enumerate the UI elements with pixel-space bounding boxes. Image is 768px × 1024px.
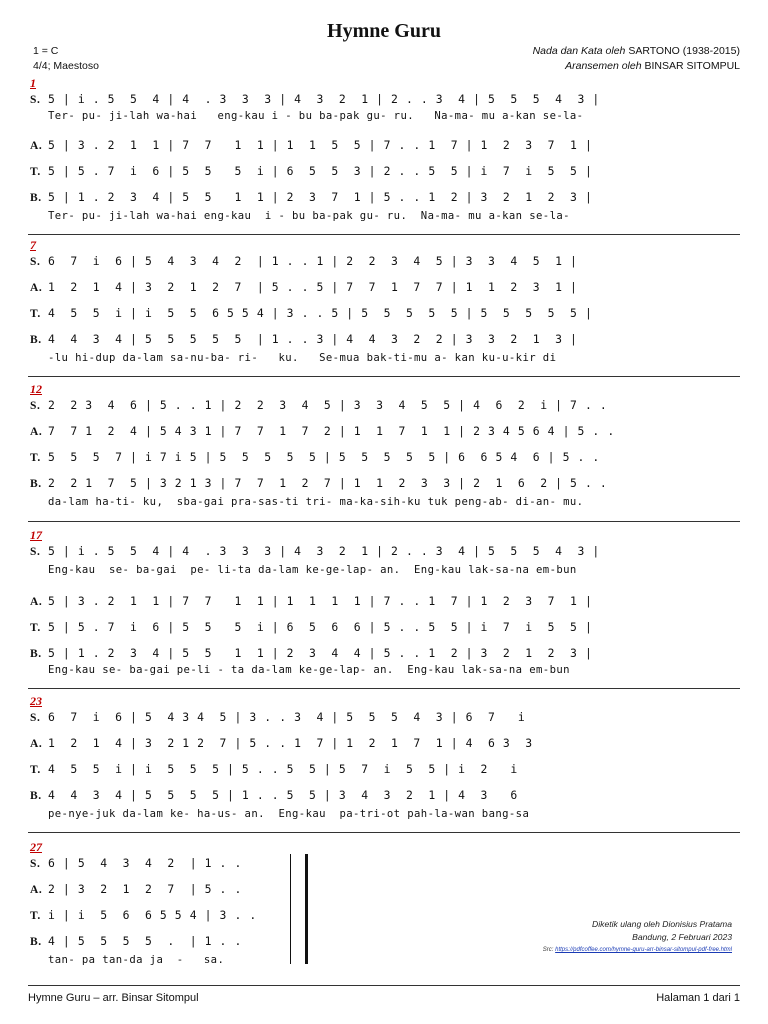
voice-row [30,646,592,664]
voice-label: B. [30,936,42,948]
composer-prefix: Nada dan Kata oleh [532,45,626,57]
notes: 4 4 3 4 | 5 5 5 5 | 1 . . 5 5 | 3 4 3 2 1 | 4 3 6 [48,788,518,802]
arranger-prefix: Aransemen oleh [565,60,642,72]
voice-label: B. [30,192,42,204]
voice-label: S. [30,94,41,106]
voice-label: A. [30,426,43,438]
time-signature: 4/4; Maestoso [33,60,99,72]
voice-label: B. [30,334,42,346]
system-1 [30,76,742,232]
notes: 5 | 5 . 7 i 6 | 5 5 5 i | 6 5 5 3 | 2 . . 5 5 | i 7 i 5 5 | [48,164,593,178]
voice-row [30,306,592,324]
voice-row [30,544,600,562]
system-divider [28,376,740,377]
system-2 [30,238,742,372]
notes: 2 2 1 7 5 | 3 2 1 3 | 7 7 1 2 7 | 1 1 2 3 3 | 2 1 6 2 | 5 . . [48,476,608,490]
footer-title: Hymne Guru – arr. Binsar Sitompul [28,992,199,1004]
notes: i | i 5 6 6 5 5 4 | 3 . . [48,908,257,922]
voice-row [30,710,525,728]
voice-row [30,934,242,952]
voice-label: B. [30,790,42,802]
voice-row [30,92,600,110]
voice-row [30,190,592,208]
system-5 [30,694,742,828]
composer-years: (1938-2015) [682,45,740,57]
voice-row [30,882,242,900]
system-divider [28,234,740,235]
measure-number: 7 [30,238,36,252]
voice-row [30,762,518,780]
notes: 4 5 5 i | i 5 5 6 5 5 4 | 3 . . 5 | 5 5 5 5 5 | 5 5 5 5 5 | [48,306,593,320]
lyric-line: -lu hi-dup da-lam sa-nu-ba- ri- ku. Se-mua bak-ti-mu a- kan ku-u-kir di [48,352,557,364]
voice-label: B. [30,478,42,490]
notes: 5 | 1 . 2 3 4 | 5 5 1 1 | 2 3 7 1 | 5 . . 1 2 | 3 2 1 2 3 | [48,190,593,204]
voice-row [30,254,578,272]
source-label: Src: [542,947,554,953]
lyric-line: Eng-kau se- ba-gai pe-li - ta da-lam ke-ge-lap- an. Eng-kau lak-sa-na em-bun [48,664,570,676]
credit-date: Bandung, 2 Februari 2023 [632,932,732,942]
voice-label: T. [30,452,41,464]
system-6 [30,840,290,974]
authorship [533,44,740,74]
lyric-line: Ter- pu- ji-lah wa-hai eng-kau i - bu ba-pak gu- ru. Na-ma- mu a-kan se-la- [48,210,570,222]
notes: 1 2 1 4 | 3 2 1 2 7 | 5 . . 1 7 | 1 2 1 7 1 | 4 6 3 3 [48,736,533,750]
voice-label: T. [30,308,41,320]
voice-label: T. [30,622,41,634]
source-line [543,944,732,957]
notes: 5 | i . 5 5 4 | 4 . 3 3 3 | 4 3 2 1 | 2 . . 3 4 | 5 5 5 4 3 | [48,92,600,106]
voice-label: S. [30,546,41,558]
notes: 1 2 1 4 | 3 2 1 2 7 | 5 . . 5 | 7 7 1 7 7 | 1 1 2 3 1 | [48,280,578,294]
system-4 [30,528,742,684]
lyric-line: Eng-kau se- ba-gai pe- li-ta da-lam ke-ge-lap- an. Eng-kau lak-sa-na em-bun [48,564,577,576]
voice-label: S. [30,400,41,412]
notes: 2 2 3 4 6 | 5 . . 1 | 2 2 3 4 5 | 3 3 4 5 5 | 4 6 2 i | 7 . . [48,398,608,412]
voice-label: T. [30,910,41,922]
notes: 5 | 3 . 2 1 1 | 7 7 1 1 | 1 1 1 1 | 7 . . 1 7 | 1 2 3 7 1 | [48,594,593,608]
voice-label: A. [30,140,43,152]
footer-divider [28,985,740,986]
key-and-meter [33,44,99,74]
voice-row [30,164,592,182]
voice-row [30,280,578,298]
measure-number: 17 [30,528,42,542]
voice-row [30,594,592,612]
voice-row [30,476,607,494]
voice-label: S. [30,858,41,870]
voice-label: A. [30,738,43,750]
measure-number: 1 [30,76,36,90]
credit-typist: Diketik ulang oleh Dionisius Pratama [592,919,732,929]
notes: 6 7 i 6 | 5 4 3 4 5 | 3 . . 3 4 | 5 5 5 4 3 | 6 7 i [48,710,526,724]
voice-row [30,736,533,754]
voice-row [30,856,242,874]
arranger-line [533,59,740,74]
transcription-credit [543,918,732,957]
notes: 5 | 1 . 2 3 4 | 5 5 1 1 | 2 3 4 4 | 5 . . 1 2 | 3 2 1 2 3 | [48,646,593,660]
notes: 4 4 3 4 | 5 5 5 5 5 | 1 . . 3 | 4 4 3 2 2 | 3 3 2 1 3 | [48,332,578,346]
voice-label: B. [30,648,42,660]
voice-row [30,620,592,638]
voice-row [30,450,600,468]
voice-row [30,138,592,156]
lyric-line: tan- pa tan-da ja - sa. [48,954,225,966]
notes: 7 7 1 2 4 | 5 4 3 1 | 7 7 1 7 2 | 1 1 7 1 1 | 2 3 4 5 6 4 | 5 . . [48,424,615,438]
notes: 6 7 i 6 | 5 4 3 4 2 | 1 . . 1 | 2 2 3 4 5 | 3 3 4 5 1 | [48,254,578,268]
voice-label: T. [30,764,41,776]
system-divider [28,832,740,833]
voice-label: A. [30,884,43,896]
arranger-name: BINSAR SITOMPUL [644,60,740,72]
system-3 [30,382,742,516]
voice-label: S. [30,256,41,268]
notes: 4 5 5 i | i 5 5 5 | 5 . . 5 5 | 5 7 i 5 5 | i 2 i [48,762,518,776]
composer-line [533,44,740,59]
notes: 5 | i . 5 5 4 | 4 . 3 3 3 | 4 3 2 1 | 2 . . 3 4 | 5 5 5 4 3 | [48,544,600,558]
voice-label: A. [30,282,43,294]
voice-label: T. [30,166,41,178]
notes: 2 | 3 2 1 2 7 | 5 . . [48,882,242,896]
voice-label: A. [30,596,43,608]
voice-row [30,398,607,416]
composer-name: SARTONO [628,45,680,57]
sheet-title: Hymne Guru [327,20,441,42]
measure-number: 12 [30,382,42,396]
source-link[interactable]: https://pdfcoffee.com/hymne-guru-arr-binsar-sitompul-pdf-free.html [555,947,732,953]
voice-row [30,332,578,350]
notes: 4 | 5 5 5 5 . | 1 . . [48,934,242,948]
lyric-line: Ter- pu- ji-lah wa-hai eng-kau i - bu ba-pak gu- ru. Na-ma- mu a-kan se-la- [48,110,584,122]
system-divider [28,521,740,522]
notes: 5 5 5 7 | i 7 i 5 | 5 5 5 5 5 | 5 5 5 5 5 | 6 6 5 4 6 | 5 . . [48,450,600,464]
voice-row [30,908,257,926]
measure-number: 27 [30,840,42,854]
measure-number: 23 [30,694,42,708]
notes: 5 | 5 . 7 i 6 | 5 5 5 i | 6 5 6 6 | 5 . . 5 5 | i 7 i 5 5 | [48,620,593,634]
key-signature: 1 = C [33,45,59,57]
page-number: Halaman 1 dari 1 [656,992,740,1004]
voice-row [30,424,615,442]
lyric-line: pe-nye-juk da-lam ke- ha-us- an. Eng-kau pa-tri-ot pah-la-wan bang-sa [48,808,530,820]
voice-row [30,788,518,806]
notes: 6 | 5 4 3 4 2 | 1 . . [48,856,242,870]
lyric-line: da-lam ha-ti- ku, sba-gai pra-sas-ti tri- ma-ka-sih-ku tuk peng-ab- di-an- mu. [48,496,584,508]
voice-label: S. [30,712,41,724]
final-barline [290,854,308,964]
system-divider [28,688,740,689]
notes: 5 | 3 . 2 1 1 | 7 7 1 1 | 1 1 5 5 | 7 . . 1 7 | 1 2 3 7 1 | [48,138,593,152]
